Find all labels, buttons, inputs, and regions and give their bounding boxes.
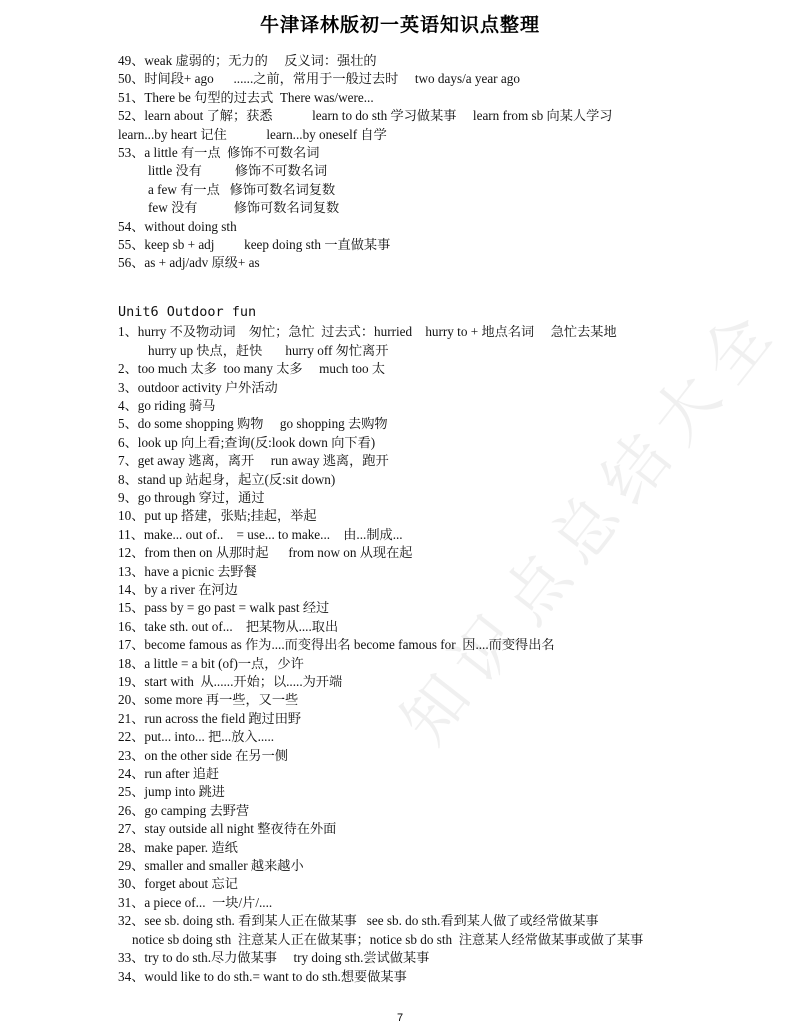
list-item: 33、try to do sth.尽力做某事 try doing sth.尝试做某事	[118, 950, 430, 966]
list-item: 28、make paper. 造纸	[118, 839, 238, 855]
section-list-unit6	[118, 323, 718, 986]
list-item: 9、go through 穿过，通过	[118, 489, 265, 505]
list-item: 22、put... into... 把...放入.....	[118, 729, 275, 745]
list-item: 55、keep sb + adj keep doing sth 一直做某事	[118, 237, 391, 253]
list-item: 21、run across the field 跑过田野	[118, 710, 302, 726]
watermark-char: 大	[637, 361, 736, 458]
list-item: 26、go camping 去野营	[118, 802, 250, 818]
watermark-char: 结	[587, 421, 686, 518]
list-item: 19、start with 从......开始；以.....为开端	[118, 674, 343, 689]
list-item-continuation: hurry up 快点，赶快 hurry off 匆忙离开	[148, 342, 389, 358]
watermark-char: 点	[487, 541, 586, 638]
list-item-continuation: notice sb doing sth 注意某人正在做某事；notice sb do sth 注意某人经常做某事或做了某事	[132, 931, 644, 947]
list-item: 3、outdoor activity 户外活动	[118, 379, 278, 395]
list-item: 10、put up 搭建，张贴;挂起，举起	[118, 508, 317, 524]
watermark-char: 识	[437, 601, 536, 698]
list-item-continuation: a few 有一点 修饰可数名词复数	[148, 181, 336, 197]
watermark-char: 知	[387, 661, 486, 758]
list-item: 29、smaller and smaller 越来越小	[118, 858, 304, 874]
list-item: 25、jump into 跳进	[118, 784, 225, 800]
list-item: 12、from then on 从那时起 from now on 从现在起	[118, 545, 413, 561]
list-item: 1、hurry 不及物动词 匆忙；急忙 过去式：hurried hurry to + 地点名词 急忙去某地	[118, 324, 617, 340]
watermark-char: 全	[687, 301, 786, 398]
list-item: 6、look up 向上看;查询(反:look down 向下看)	[118, 434, 376, 450]
list-item: 49、weak 虚弱的；无力的 反义词：强壮的	[118, 53, 377, 68]
list-item: 14、by a river 在河边	[118, 581, 238, 597]
content-body	[118, 52, 718, 986]
list-item-continuation: little 没有 修饰不可数名词	[148, 163, 328, 179]
list-item: 50、时间段+ ago ......之前，常用于一般过去时 two days/a year ago	[118, 71, 520, 87]
list-item: 7、get away 逃离，离开 run away 逃离，跑开	[118, 453, 389, 469]
list-item: 30、forget about 忘记	[118, 876, 238, 892]
list-item: 20、some more 再一些，又一些	[118, 692, 299, 708]
list-item: 27、stay outside all night 整夜待在外面	[118, 821, 337, 837]
list-item: 56、as + adj/adv 原级+ as	[118, 255, 260, 271]
list-item: 52、learn about 了解；获悉 learn to do sth 学习做某事 learn from sb 向某人学习	[118, 108, 613, 124]
list-item: 8、stand up 站起身，起立(反:sit down)	[118, 471, 336, 487]
page-title: 牛津译林版初一英语知识点整理	[259, 14, 540, 36]
list-item: 24、run after 追赶	[118, 766, 220, 782]
list-item: 51、There be 句型的过去式 There was/were...	[118, 89, 374, 105]
list-item-continuation: learn...by heart 记住 learn...by oneself 自学	[118, 126, 387, 142]
page-number: 7	[396, 1012, 404, 1024]
list-item: 23、on the other side 在另一侧	[118, 747, 288, 763]
list-item: 2、too much 太多 too many 太多 much too 太	[118, 361, 386, 377]
section-list-1	[118, 52, 718, 273]
list-item: 15、pass by = go past = walk past 经过	[118, 600, 330, 616]
list-item: 54、without doing sth	[118, 218, 237, 234]
list-item: 32、see sb. doing sth. 看到某人正在做某事 see sb. do sth.看到某人做了或经常做某事	[118, 913, 599, 929]
watermark-char: 总	[537, 481, 636, 578]
list-item: 16、take sth. out of... 把某物从....取出	[118, 618, 339, 634]
unit-heading: Unit6 Outdoor fun	[118, 303, 257, 320]
list-item: 17、become famous as 作为....而变得出名 become famous for 因....而变得出名	[118, 637, 555, 653]
list-item: 13、have a picnic 去野餐	[118, 563, 257, 579]
list-item: 5、do some shopping 购物 go shopping 去购物	[118, 416, 388, 432]
list-item: 4、go riding 骑马	[118, 397, 216, 413]
list-item: 34、would like to do sth.= want to do sth.想要做某事	[118, 968, 407, 984]
list-item: 53、a little 有一点 修饰不可数名词	[118, 145, 320, 161]
list-item: 31、a piece of... 一块/片/....	[118, 894, 273, 910]
list-item: 11、make... out of.. = use... to make... 由...制成...	[118, 526, 403, 542]
list-item: 18、a little = a bit (of)一点，少许	[118, 655, 304, 671]
list-item-continuation: few 没有 修饰可数名词复数	[148, 200, 340, 216]
